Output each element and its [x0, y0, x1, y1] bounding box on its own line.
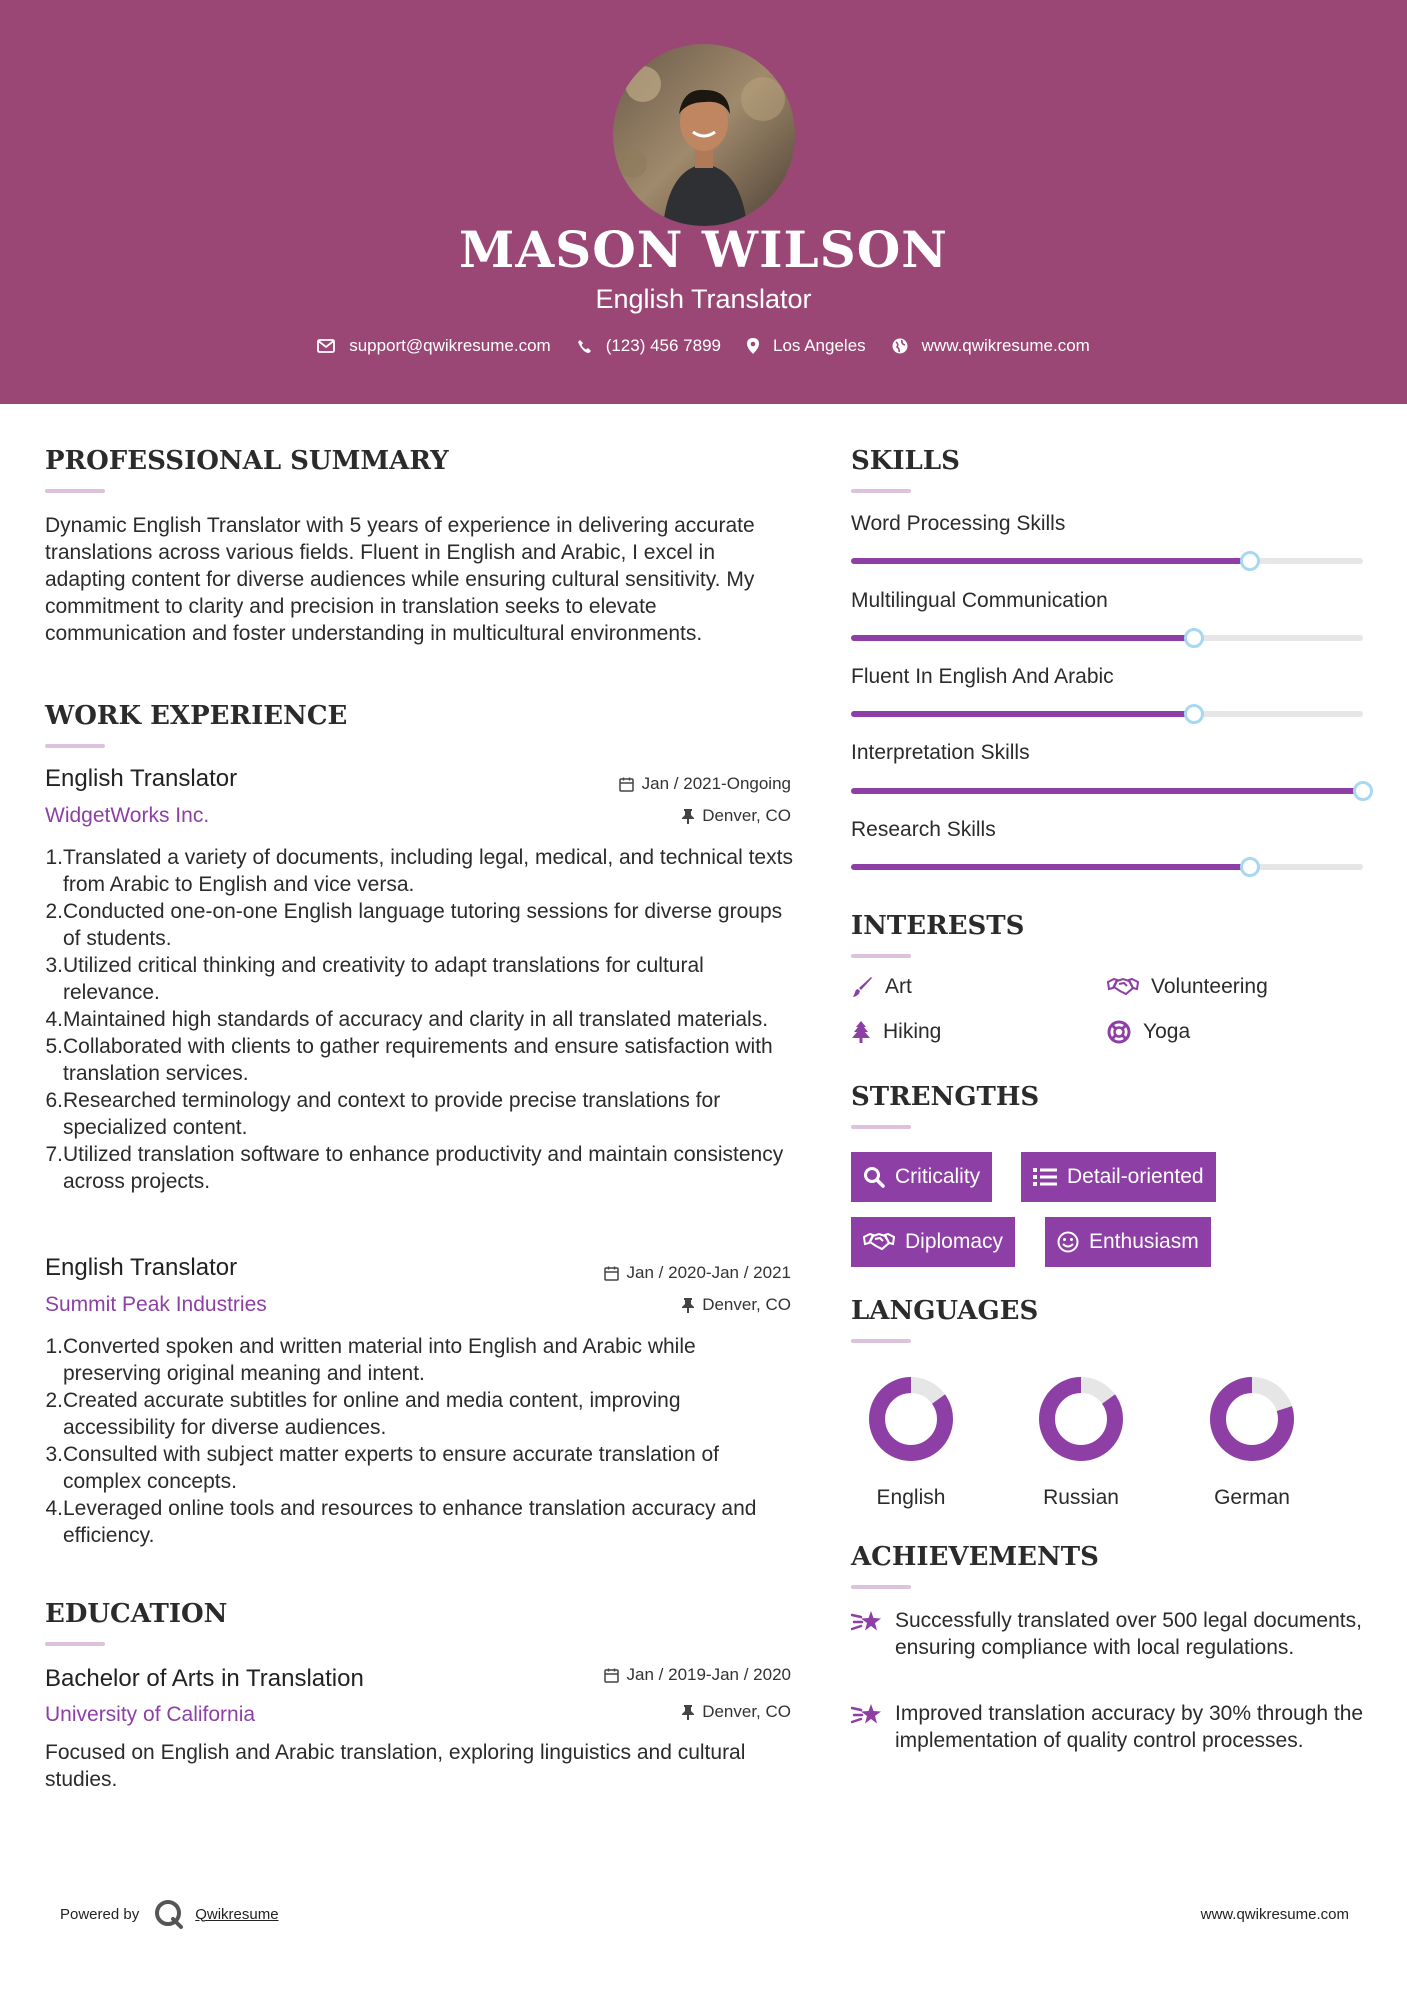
- skill-knob: [1240, 857, 1260, 877]
- job-title: English Translator: [45, 1254, 238, 1281]
- interest-label: Hiking: [883, 1020, 942, 1043]
- skill-label: Fluent In English And Arabic: [851, 665, 1114, 688]
- job-company: WidgetWorks Inc.: [45, 804, 210, 827]
- skill-fill: [851, 864, 1250, 870]
- achievements-heading: ACHIEVEMENTS: [851, 1542, 1099, 1572]
- shooting-star-icon: [851, 1702, 883, 1728]
- tree-icon: [851, 1021, 871, 1043]
- strength-tag: [851, 1152, 992, 1202]
- qwikresume-logo-icon: [153, 1898, 185, 1930]
- location-text: Los Angeles: [773, 336, 866, 355]
- list-item: 4. Leveraged online tools and resources to enhance translation accuracy and efficiency.: [45, 1497, 757, 1547]
- skills-divider: [851, 489, 911, 493]
- achievement-text: Successfully translated over 500 legal documents, ensuring compliance with local regulations.: [895, 1609, 1362, 1659]
- achievement-item: [851, 1700, 1371, 1754]
- list-item: 7. Utilized translation software to enhance productivity and maintain consistency across projects.: [45, 1143, 784, 1193]
- job-responsibilities: [45, 844, 797, 1195]
- list-item: 4. Maintained high standards of accuracy and clarity in all translated materials.: [45, 1008, 769, 1031]
- calendar-icon: [604, 1266, 619, 1281]
- strengths-heading: STRENGTHS: [851, 1082, 1040, 1112]
- job-location: [531, 1295, 791, 1315]
- skill-knob: [1184, 628, 1204, 648]
- strength-label: Detail-oriented: [1067, 1165, 1204, 1188]
- job-dates: [531, 1263, 791, 1283]
- skill-bar: [851, 864, 1363, 870]
- summary-text: Dynamic English Translator with 5 years of experience in delivering accurate translations across various fields. Fluent in English and Arabic, I excel in adapting content for diverse audiences while ensuring cultural sensitivity. My commitment to clarity and precision in translation seeks to elevate communication and foster understanding in multicultural environments.: [45, 514, 755, 645]
- profile-photo: [613, 44, 795, 226]
- interest-label: Art: [885, 975, 912, 998]
- achievement-item: [851, 1607, 1371, 1661]
- language-item: [846, 1372, 976, 1509]
- interests-heading: INTERESTS: [851, 911, 1025, 941]
- language-label: English: [876, 1486, 946, 1509]
- globe-icon: [892, 338, 908, 354]
- contact-bar: [0, 336, 1407, 356]
- summary-divider: [45, 489, 105, 493]
- list-item: 3. Utilized critical thinking and creativity to adapt translations for cultural relevance.: [45, 954, 704, 1004]
- interest-label: Volunteering: [1151, 975, 1268, 998]
- contact-website[interactable]: [892, 336, 1090, 356]
- strengths-divider: [851, 1125, 911, 1129]
- skill-label: Research Skills: [851, 818, 996, 841]
- interest-item: [1107, 975, 1268, 999]
- skill-fill: [851, 635, 1194, 641]
- list-item: 1. Converted spoken and written material into English and Arabic while preserving original meaning and intent.: [45, 1335, 696, 1385]
- job-company: Summit Peak Industries: [45, 1293, 267, 1316]
- skill-fill: [851, 558, 1250, 564]
- list-item: 2. Created accurate subtitles for online and media content, improving accessibility for diverse audiences.: [45, 1389, 681, 1439]
- language-item: [1187, 1372, 1317, 1509]
- job-responsibilities: [45, 1333, 797, 1549]
- pushpin-icon: [682, 1705, 694, 1720]
- summary-heading: PROFESSIONAL SUMMARY: [45, 446, 449, 476]
- skills-heading: SKILLS: [851, 446, 960, 476]
- paintbrush-icon: [851, 976, 873, 998]
- strength-label: Criticality: [895, 1165, 981, 1188]
- language-item: [1016, 1372, 1146, 1509]
- skill-bar: [851, 558, 1363, 564]
- pushpin-icon: [682, 1298, 694, 1313]
- pushpin-icon: [682, 809, 694, 824]
- skill-label: Multilingual Communication: [851, 589, 1108, 612]
- calendar-icon: [604, 1668, 619, 1683]
- language-donut: [1187, 1372, 1317, 1472]
- achievements-divider: [851, 1585, 911, 1589]
- education-location: [531, 1702, 791, 1722]
- job-location-text: Denver, CO: [702, 1295, 791, 1314]
- education-heading: EDUCATION: [45, 1599, 228, 1629]
- footer-website[interactable]: www.qwikresume.com: [1200, 1906, 1349, 1923]
- list-item: 2. Conducted one-on-one English language tutoring sessions for diverse groups of students.: [45, 900, 783, 950]
- list-item: 3. Consulted with subject matter experts to ensure accurate translation of complex concepts.: [45, 1443, 720, 1493]
- skill-fill: [851, 711, 1194, 717]
- contact-email[interactable]: [317, 336, 551, 356]
- smile-icon: [1057, 1231, 1079, 1253]
- candidate-name: MASON WILSON: [459, 220, 948, 279]
- degree-title: Bachelor of Arts in Translation: [45, 1665, 364, 1692]
- search-icon: [863, 1166, 885, 1188]
- calendar-icon: [619, 777, 634, 792]
- language-donut: [1016, 1372, 1146, 1472]
- interest-item: [851, 975, 912, 999]
- achievement-text: Improved translation accuracy by 30% through the implementation of quality control processes.: [895, 1702, 1364, 1752]
- languages-divider: [851, 1339, 911, 1343]
- education-divider: [45, 1642, 105, 1646]
- skill-fill: [851, 788, 1363, 794]
- footer-powered-by: [60, 1898, 279, 1930]
- list-item: 1. Translated a variety of documents, including legal, medical, and technical texts from Arabic to English and vice versa.: [45, 846, 793, 896]
- skill-knob: [1184, 704, 1204, 724]
- experience-divider: [45, 744, 105, 748]
- email-text: support@qwikresume.com: [349, 336, 551, 355]
- strength-label: Enthusiasm: [1089, 1230, 1199, 1253]
- education-location-text: Denver, CO: [702, 1702, 791, 1721]
- skill-label: Word Processing Skills: [851, 512, 1066, 535]
- strength-tag: [1021, 1152, 1216, 1202]
- contact-phone[interactable]: [577, 336, 721, 356]
- strength-tag: [1045, 1217, 1211, 1267]
- lifebuoy-icon: [1107, 1020, 1131, 1044]
- skill-knob: [1353, 781, 1373, 801]
- job-dates: [531, 774, 791, 794]
- shooting-star-icon: [851, 1609, 883, 1635]
- school-name: University of California: [45, 1703, 256, 1726]
- interests-divider: [851, 954, 911, 958]
- skill-knob: [1240, 551, 1260, 571]
- resume-header: [0, 0, 1407, 404]
- language-donut: [846, 1372, 976, 1472]
- job-location: [531, 806, 791, 826]
- skill-label: Interpretation Skills: [851, 741, 1030, 764]
- phone-text: (123) 456 7899: [605, 336, 722, 355]
- language-label: German: [1214, 1486, 1290, 1509]
- contact-location: [747, 336, 866, 356]
- interest-item: [1107, 1020, 1190, 1044]
- map-pin-icon: [747, 338, 759, 354]
- language-label: Russian: [1043, 1486, 1119, 1509]
- list-icon: [1033, 1167, 1057, 1187]
- interest-item: [851, 1020, 941, 1044]
- list-item: 5. Collaborated with clients to gather requirements and ensure satisfaction with translation services.: [45, 1035, 773, 1085]
- education-dates-text: Jan / 2019-Jan / 2020: [626, 1665, 791, 1684]
- website-text: www.qwikresume.com: [921, 336, 1090, 355]
- list-item: 6. Researched terminology and context to provide precise translations for specialized content.: [45, 1089, 721, 1139]
- skill-bar: [851, 635, 1363, 641]
- candidate-title: English Translator: [595, 284, 812, 314]
- job-dates-text: Jan / 2021-Ongoing: [641, 774, 791, 793]
- handshake-icon: [863, 1231, 895, 1253]
- interest-label: Yoga: [1143, 1020, 1191, 1043]
- qwikresume-link[interactable]: Qwikresume: [195, 1905, 279, 1923]
- job-title: English Translator: [45, 765, 238, 792]
- job-dates-text: Jan / 2020-Jan / 2021: [626, 1263, 791, 1282]
- languages-heading: LANGUAGES: [851, 1296, 1039, 1326]
- handshake-icon: [1107, 976, 1139, 998]
- job-location-text: Denver, CO: [702, 806, 791, 825]
- strength-label: Diplomacy: [905, 1230, 1004, 1253]
- education-description: Focused on English and Arabic translation, exploring linguistics and cultural studies.: [45, 1741, 746, 1791]
- envelope-icon: [317, 339, 335, 353]
- strength-tag: [851, 1217, 1015, 1267]
- powered-by-text: Powered by: [60, 1905, 140, 1923]
- phone-icon: [577, 339, 592, 354]
- skill-bar: [851, 711, 1363, 717]
- education-dates: [531, 1665, 791, 1685]
- experience-heading: WORK EXPERIENCE: [45, 701, 348, 731]
- skill-bar: [851, 788, 1363, 794]
